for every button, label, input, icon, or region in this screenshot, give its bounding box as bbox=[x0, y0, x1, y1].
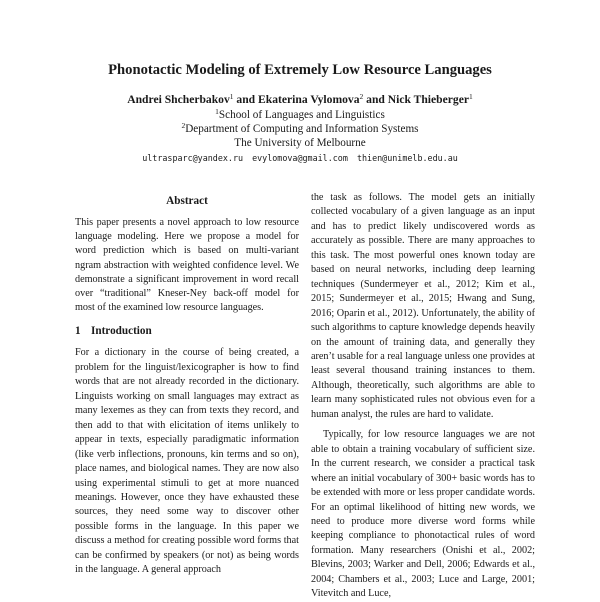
abstract-heading: Abstract bbox=[166, 195, 208, 207]
email-link[interactable]: thien@unimelb.edu.au bbox=[356, 153, 458, 163]
affiliation-text: The University of Melbourne bbox=[234, 137, 366, 149]
author-mark: 2 bbox=[359, 92, 364, 101]
section-heading bbox=[75, 324, 299, 339]
author-name: Nick Thieberger bbox=[387, 93, 470, 106]
affiliation-text: Department of Computing and Information Systems bbox=[185, 123, 419, 135]
affiliation-text: School of Languages and Linguistics bbox=[218, 109, 385, 121]
email-list bbox=[0, 152, 600, 164]
section-number: 1 bbox=[75, 325, 81, 338]
affiliation-mark: 2 bbox=[181, 121, 186, 130]
affiliation bbox=[0, 108, 600, 122]
author-mark: 1 bbox=[469, 92, 473, 101]
affiliation bbox=[0, 122, 600, 136]
author-name: Ekaterina Vylomova bbox=[258, 93, 360, 106]
email-link[interactable]: ultrasparc@yandex.ru bbox=[142, 153, 244, 163]
affiliation bbox=[0, 136, 600, 150]
author-separator: and bbox=[233, 93, 259, 106]
body-paragraph: the task as follows. The model gets an initially collected vocabulary of a given language as an input and has to predict likely undiscovered words as accurately as possible. There are many approaches to this task. The most powerful ones known today are based on neural networks, including deep learning techniques (Sundermeyer et al., 2012; Kim et al., 2015; Sundermeyer et al., 2015; Hwang and Sung, 2016; Oparin et al., 2012). Unfortunately, the ability of such algorithms to capture knowledge depends heavily on the amount of training data, and generally they aren’t usable for a real language unless one provides at least several thousand training instances to them. Although, theoretically, such algorithms are able to learn many sophisticated rules not obvious even for a human analyst, the rules are hard to validate. bbox=[311, 192, 535, 420]
affiliation-mark: 1 bbox=[215, 107, 219, 116]
paper-title: Phonotactic Modeling of Extremely Low Resource Languages bbox=[108, 62, 492, 78]
author-line bbox=[0, 93, 600, 107]
body-paragraph: For a dictionary in the course of being created, a problem for the linguist/lexicographer is how to find words that are not already recorded in the dictionary. Linguists working on small languages may extract as many lexemes as they can from texts they record, and then add to that with elicitation of items unlikely to appear in texts, especially paradigmatic information (like verb inflections, pronouns, kin terms and so on), place names, and biological names. They are now also using experimental stimuli to get at more nuanced meanings. However, once they have exhausted these sources, they need some way to discover other possible forms in the language. In this paper we discuss a method for creating possible word forms that can be confirmed by speakers (or not) as being words in the language. A general approach bbox=[75, 347, 299, 576]
email-link[interactable]: evylomova@gmail.com bbox=[252, 153, 348, 163]
body-paragraph: Typically, for low resource languages we are not able to obtain a training vocabulary of sufficient size. In the current research, we consider a practical task where an initial vocabulary of 300+ basic words has to be extended with more or less proper candidate words. For an optimal likelihood of hitting new words, we need to produce more diverse word forms while keeping compliance to phonotactical rules of word formation. Many researchers (Onishi et al., 2002; Blevins, 2003; Warker and Dell, 2006; Edwards et al., 2004; Chambers et al., 2003; Luce and Large, 2001; Vitevitch and Luce, bbox=[311, 429, 535, 600]
section-title: Introduction bbox=[91, 325, 152, 338]
author-separator: and bbox=[363, 93, 388, 106]
right-column bbox=[311, 191, 535, 602]
author-mark: 1 bbox=[229, 92, 234, 101]
abstract-text: This paper presents a novel approach to low resource language modeling. Here we propose a model for word prediction which is based on multi-variant ngram abstraction with weighted confidence level. We demonstrate a significant improvement in word recall over “traditional” Kneser-Ney back-off model for most of the examined low resource languages. bbox=[75, 217, 299, 314]
left-column bbox=[75, 194, 299, 578]
author-name: Andrei Shcherbakov bbox=[127, 93, 230, 106]
